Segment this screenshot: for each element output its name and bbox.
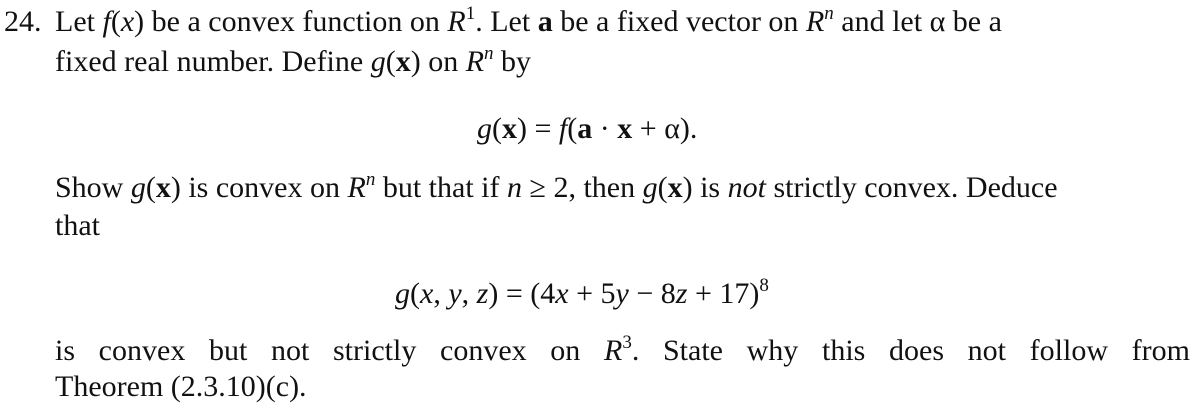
vector-a: a — [577, 112, 593, 145]
text: be a — [945, 5, 1002, 38]
superscript-n: n — [824, 3, 834, 24]
var-y: y — [615, 277, 629, 310]
var-R: R — [465, 45, 485, 78]
var-g: g — [370, 45, 386, 78]
comma: , — [433, 277, 449, 310]
text: ) on — [410, 45, 466, 78]
var-n: n — [506, 171, 522, 204]
var-R: R — [805, 5, 825, 38]
var-R: R — [347, 171, 366, 204]
var-f: f — [102, 5, 111, 38]
plus-term: + 17) — [687, 277, 760, 310]
paren: ) — [488, 277, 499, 310]
paren: ( — [567, 112, 578, 145]
text: Let — [55, 5, 103, 38]
emphasis-not: not — [727, 171, 766, 204]
text: ) be a convex function on — [134, 5, 448, 38]
text: by — [493, 45, 532, 78]
comma: , — [461, 277, 477, 310]
var-g: g — [477, 112, 492, 145]
problem-number: 24. — [4, 5, 42, 38]
text: ( — [385, 45, 396, 78]
text: strictly convex. Deduce — [765, 171, 1058, 204]
superscript-1: 1 — [465, 3, 476, 24]
text: ) is convex on — [170, 171, 348, 204]
vector-x: x — [395, 45, 411, 78]
equals: = (4 — [498, 277, 556, 310]
var-z: z — [476, 277, 489, 310]
var-x: x — [420, 277, 434, 310]
vector-x: x — [617, 112, 633, 145]
paren: ) — [517, 112, 527, 145]
equals: = — [527, 112, 559, 145]
plus: + — [632, 112, 665, 145]
text: be a fixed vector on — [552, 5, 806, 38]
vector-x: x — [502, 112, 517, 145]
var-z: z — [675, 277, 688, 310]
vector-x: x — [155, 171, 171, 204]
superscript-n: n — [365, 169, 376, 190]
statement-line-1 — [55, 4, 1002, 44]
var-f: f — [558, 112, 568, 145]
text: and let — [833, 5, 930, 38]
show-line-1 — [55, 170, 1058, 210]
equation-1 — [477, 111, 697, 147]
var-R: R — [603, 334, 623, 367]
superscript-3: 3 — [622, 332, 632, 353]
text: ) is — [682, 171, 728, 204]
statement-line-2 — [55, 44, 531, 84]
text: ( — [110, 5, 121, 38]
paren: ( — [492, 112, 502, 145]
text: . State why this does not follow from — [631, 334, 1190, 367]
var-g: g — [642, 171, 658, 204]
var-y: y — [448, 277, 462, 310]
text: . Let — [475, 5, 538, 38]
exponent: 8 — [759, 275, 769, 296]
plus-term: + 5 — [568, 277, 616, 310]
var-g: g — [130, 171, 146, 204]
superscript-n: n — [484, 43, 494, 64]
vector-x: x — [667, 171, 683, 204]
var-R: R — [447, 5, 466, 38]
var-x: x — [120, 5, 135, 38]
text: Show — [55, 171, 131, 204]
conclusion-line-2: Theorem (2.3.10)(c). — [55, 370, 307, 403]
alpha-symbol: α — [929, 5, 946, 38]
paren-period: ). — [679, 112, 698, 145]
text: ≥ 2, then — [521, 171, 643, 204]
text: ( — [657, 171, 668, 204]
paren: ( — [410, 277, 420, 310]
equation-2 — [395, 276, 769, 316]
dot-operator: · — [592, 112, 618, 145]
text: fixed real number. Define — [55, 45, 371, 78]
text: but that if — [375, 171, 507, 204]
vector-a: a — [537, 5, 553, 38]
text: ( — [145, 171, 156, 204]
alpha-symbol: α — [664, 112, 680, 145]
var-g: g — [395, 277, 410, 310]
text: is convex but not strictly convex on — [55, 334, 604, 367]
minus-term: − 8 — [628, 277, 676, 310]
show-line-2: that — [55, 209, 100, 242]
var-x: x — [555, 277, 569, 310]
conclusion-line-1 — [55, 333, 1190, 373]
